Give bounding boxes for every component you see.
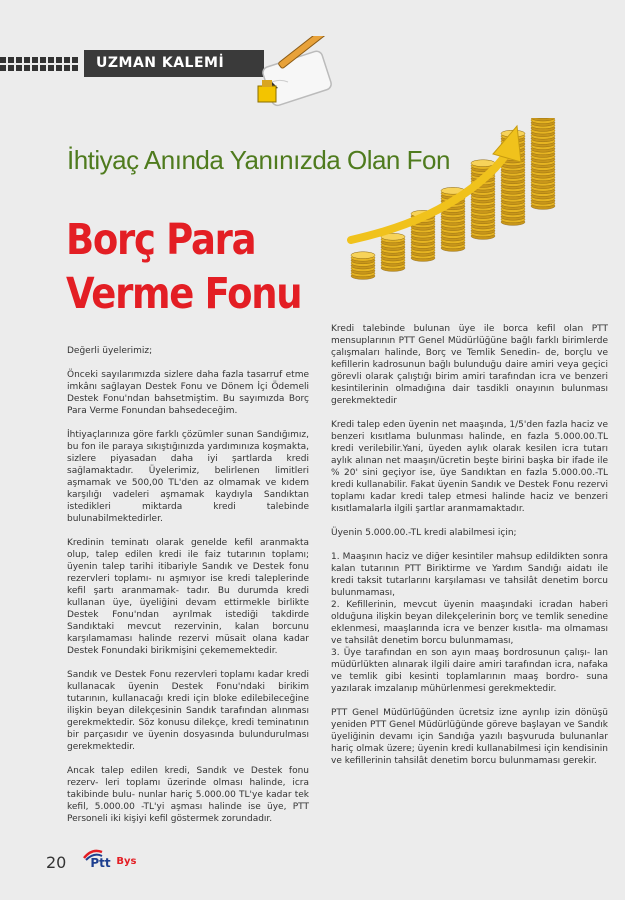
paragraph: Ancak talep edilen kredi, Sandık ve Destek fonu rezerv- leri toplamı üzerinde olması halinde, icra takibinde bulu- nunlar hariç 5.000.00 TL'ye kadar tek kefil, 5.000.00 -TL'yi aşması halinde ise üye, PTT Personeli iki kişiyi kefil göstermek zorundadır. [67,766,309,824]
pen-paper-illustration [248,36,338,108]
title-line-1: Borç Para [66,215,256,265]
main-title [66,213,301,321]
logo-bys-text: Bys [116,856,137,867]
section-tag: UZMAN KALEMİ [84,50,264,77]
paragraph: Sandık ve Destek Fonu rezervleri toplamı kadar kredi kullanacak üyenin Destek Fonu'ndaki birikim tutarının, kullanacağı kredi için bloke edilebileceğine ilişkin beyan dilekçesinin Sandık tarafından alınması gerekmektedir. Söz konusu dilekçe, kredi teminatının bir parçasıdır ve üyenin dosyasında bulundurulması gerekmektedir. [67,670,309,752]
logo-ptt-text: Ptt [90,856,111,870]
footer [46,850,144,874]
paragraph: Değerli üyelerimiz; [67,346,153,356]
section-header [0,50,264,77]
ptt-bys-logo [74,850,144,874]
right-column [331,323,608,779]
numbered-list: 1. Maaşının haciz ve diğer kesintiler mahsup edildikten sonra kalan tutarının PTT Biriktirme ve Yardım Sandığı aidatı ile kredi taksit tutarlarını karşılaması ve tahsilât denetim borcu bulunmaması, 2. Kefillerinin, mevcut üyenin maaşındaki icradan haberi olduğuna ilişkin beyan dilekçelerinin borç ve temlik senedine eklenmesi, maaşlarında icra ve benzer kısıtla- ma olmaması ve tahsilât denetim borcu bulunmaması, 3. Üye tarafından en son ayın maaş bordrosunun çalışı- lan müdürlükten alınarak ilgili daire amiri tarafından icra, nafaka ve temlik gibi kesinti toplamlarının maaş bordro- suna yazılarak imzalanıp mühürlenmesi gerekmektedir. [331,552,608,694]
gold-coins-chart-illustration [345,118,560,288]
decorative-dots [0,57,78,71]
subtitle: İhtiyaç Anında Yanınızda Olan Fon [67,145,450,175]
paragraph: Üyenin 5.000.00.-TL kredi alabilmesi için; [331,528,517,538]
left-column [67,345,309,837]
paragraph: Önceki sayılarımızda sizlere daha fazla tasarruf etme imkânı sağlayan Destek Fonu ve Dönem İçi Ödemeli Destek Fonu'ndan bahsetmiştim. Bu sayımızda Borç Para Verme Fonundan bahsedeceğim. [67,370,309,416]
paragraph: PTT Genel Müdürlüğünden ücretsiz izne ayrılıp izin dönüşü yeniden PTT Genel Müdürlüğünde göreve başlayan ve Sandık üyeliğinin devamı için Sandığa yazılı başvuruda bulunanlar hariç olmak üzere; üyenin kredi kullanabilmesi için kendisinin ve kefillerinin tahsilât denetim borcu bulunmaması gerekir. [331,708,608,766]
title-line-2: Verme Fonu [66,269,302,319]
paragraph: İhtiyaçlarınıza göre farklı çözümler sunan Sandığımız, bu fon ile paraya sıkıştığınızda yardımınıza koşmakta, sizlere piyasadan daha iyi şartlarda kredi sağlamaktadır. Üyelerimiz, belirlenen limitleri aşmamak ve 500,00 TL'den az olmamak ve kıdem karşılığı vadeleri aşmamak kaydıyla Sandıktan istedikleri miktarda kredi talebinde bulunabilmektedirler. [67,430,309,524]
page-number: 20 [46,852,67,872]
paragraph: Kredi talep eden üyenin net maaşında, 1/5'den fazla haciz ve benzeri kısıtlama bulunması halinde, en fazla 5.000.00.TL kredi verilebilir.Yani, üyeden aylık olarak kesilen icra tutarı aylık alınan net maaşın/ücretin beşte birini başka bir ifade ile % 20' sini geçiyor ise, üye Sandıktan en fazla 5.000.00.-TL kredi kullanabilir. Fakat üyenin Sandık ve Destek Fonu rezervi toplamı kadar kredi talep etmesi halinde haciz ve benzeri kısıtlamalarla ilgili şartlar aranmamaktadır. [331,420,608,514]
paragraph: Kredi talebinde bulunan üye ile borca kefil olan PTT mensuplarının PTT Genel Müdürlüğüne bağlı farklı birimlerde çalışmaları halinde, Borç ve Temlik Senedin- de, borçlu ve kefillerin kadrosunun bağlı bulunduğu daire amiri veya geçici görevli olarak çalıştığı birim amiri tarafından icra ve benzeri kesintilerinin olmadığına dair tasdikli onayının bulunması gerekmektedir [331,324,608,406]
paragraph: Kredinin teminatı olarak genelde kefil aranmakta olup, talep edilen kredi ile faiz tutarının toplamı; üyenin talep tarihi itibariyle Sandık ve Destek fonu rezervleri toplamı- nı aşmıyor ise kredi taleplerinde kefil şartı aranmamak- tadır. Bu durumda kredi kullanan üye, üyeliğini devam ettirmekle birlikte Destek Fonu'ndan ayrılmak istediği takdirde Sandıktaki mevcut rezervinin, kalan borcunu karşılamaması halinde rezervi müsait olana kadar Destek Fonundaki birikmişini çekememektedir. [67,538,309,656]
